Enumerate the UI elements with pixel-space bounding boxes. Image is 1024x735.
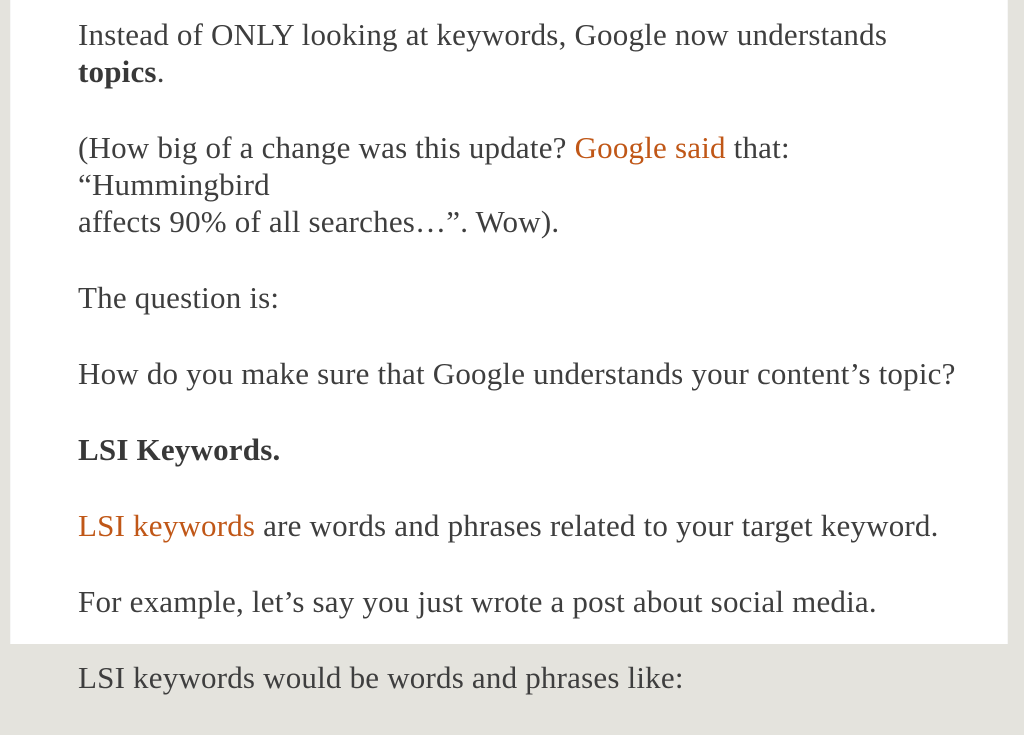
paragraph-lsi-definition <box>78 507 958 544</box>
google-said-link[interactable]: Google said <box>574 130 726 165</box>
left-gutter <box>0 0 10 644</box>
paragraph-question-lead <box>78 279 958 316</box>
lsi-keywords-link[interactable]: LSI keywords <box>78 508 256 543</box>
paragraph-hummingbird <box>78 129 958 240</box>
paragraph-text: (How big of a change was this update? <box>78 130 575 165</box>
paragraph-text: How do you make sure that Google understands your content’s topic? <box>78 356 956 391</box>
paragraph-text: Instead of ONLY looking at keywords, Google now understands <box>78 17 888 52</box>
paragraph-question <box>78 355 958 392</box>
right-gutter <box>1008 0 1024 644</box>
paragraph-text: affects 90% of all searches…”. Wow). <box>78 204 560 239</box>
paragraph-text: . <box>156 54 165 89</box>
paragraph-topics <box>78 16 958 90</box>
article-body <box>78 16 958 735</box>
bold-topics: topics <box>78 54 157 89</box>
paragraph-text: LSI keywords would be words and phrases like: <box>78 660 684 695</box>
paragraph-text: are words and phrases related to your target keyword. <box>255 508 939 543</box>
bold-lsi-keywords: LSI Keywords. <box>78 432 281 467</box>
paragraph-lsi-heading <box>78 431 958 468</box>
paragraph-lsi-list-lead <box>78 659 958 696</box>
paragraph-text: For example, let’s say you just wrote a post about social media. <box>78 584 877 619</box>
paragraph-text: The question is: <box>78 280 280 315</box>
paragraph-text: that: “Hummingbird <box>78 130 790 202</box>
content-sheet <box>10 0 1008 695</box>
paragraph-example <box>78 583 958 620</box>
